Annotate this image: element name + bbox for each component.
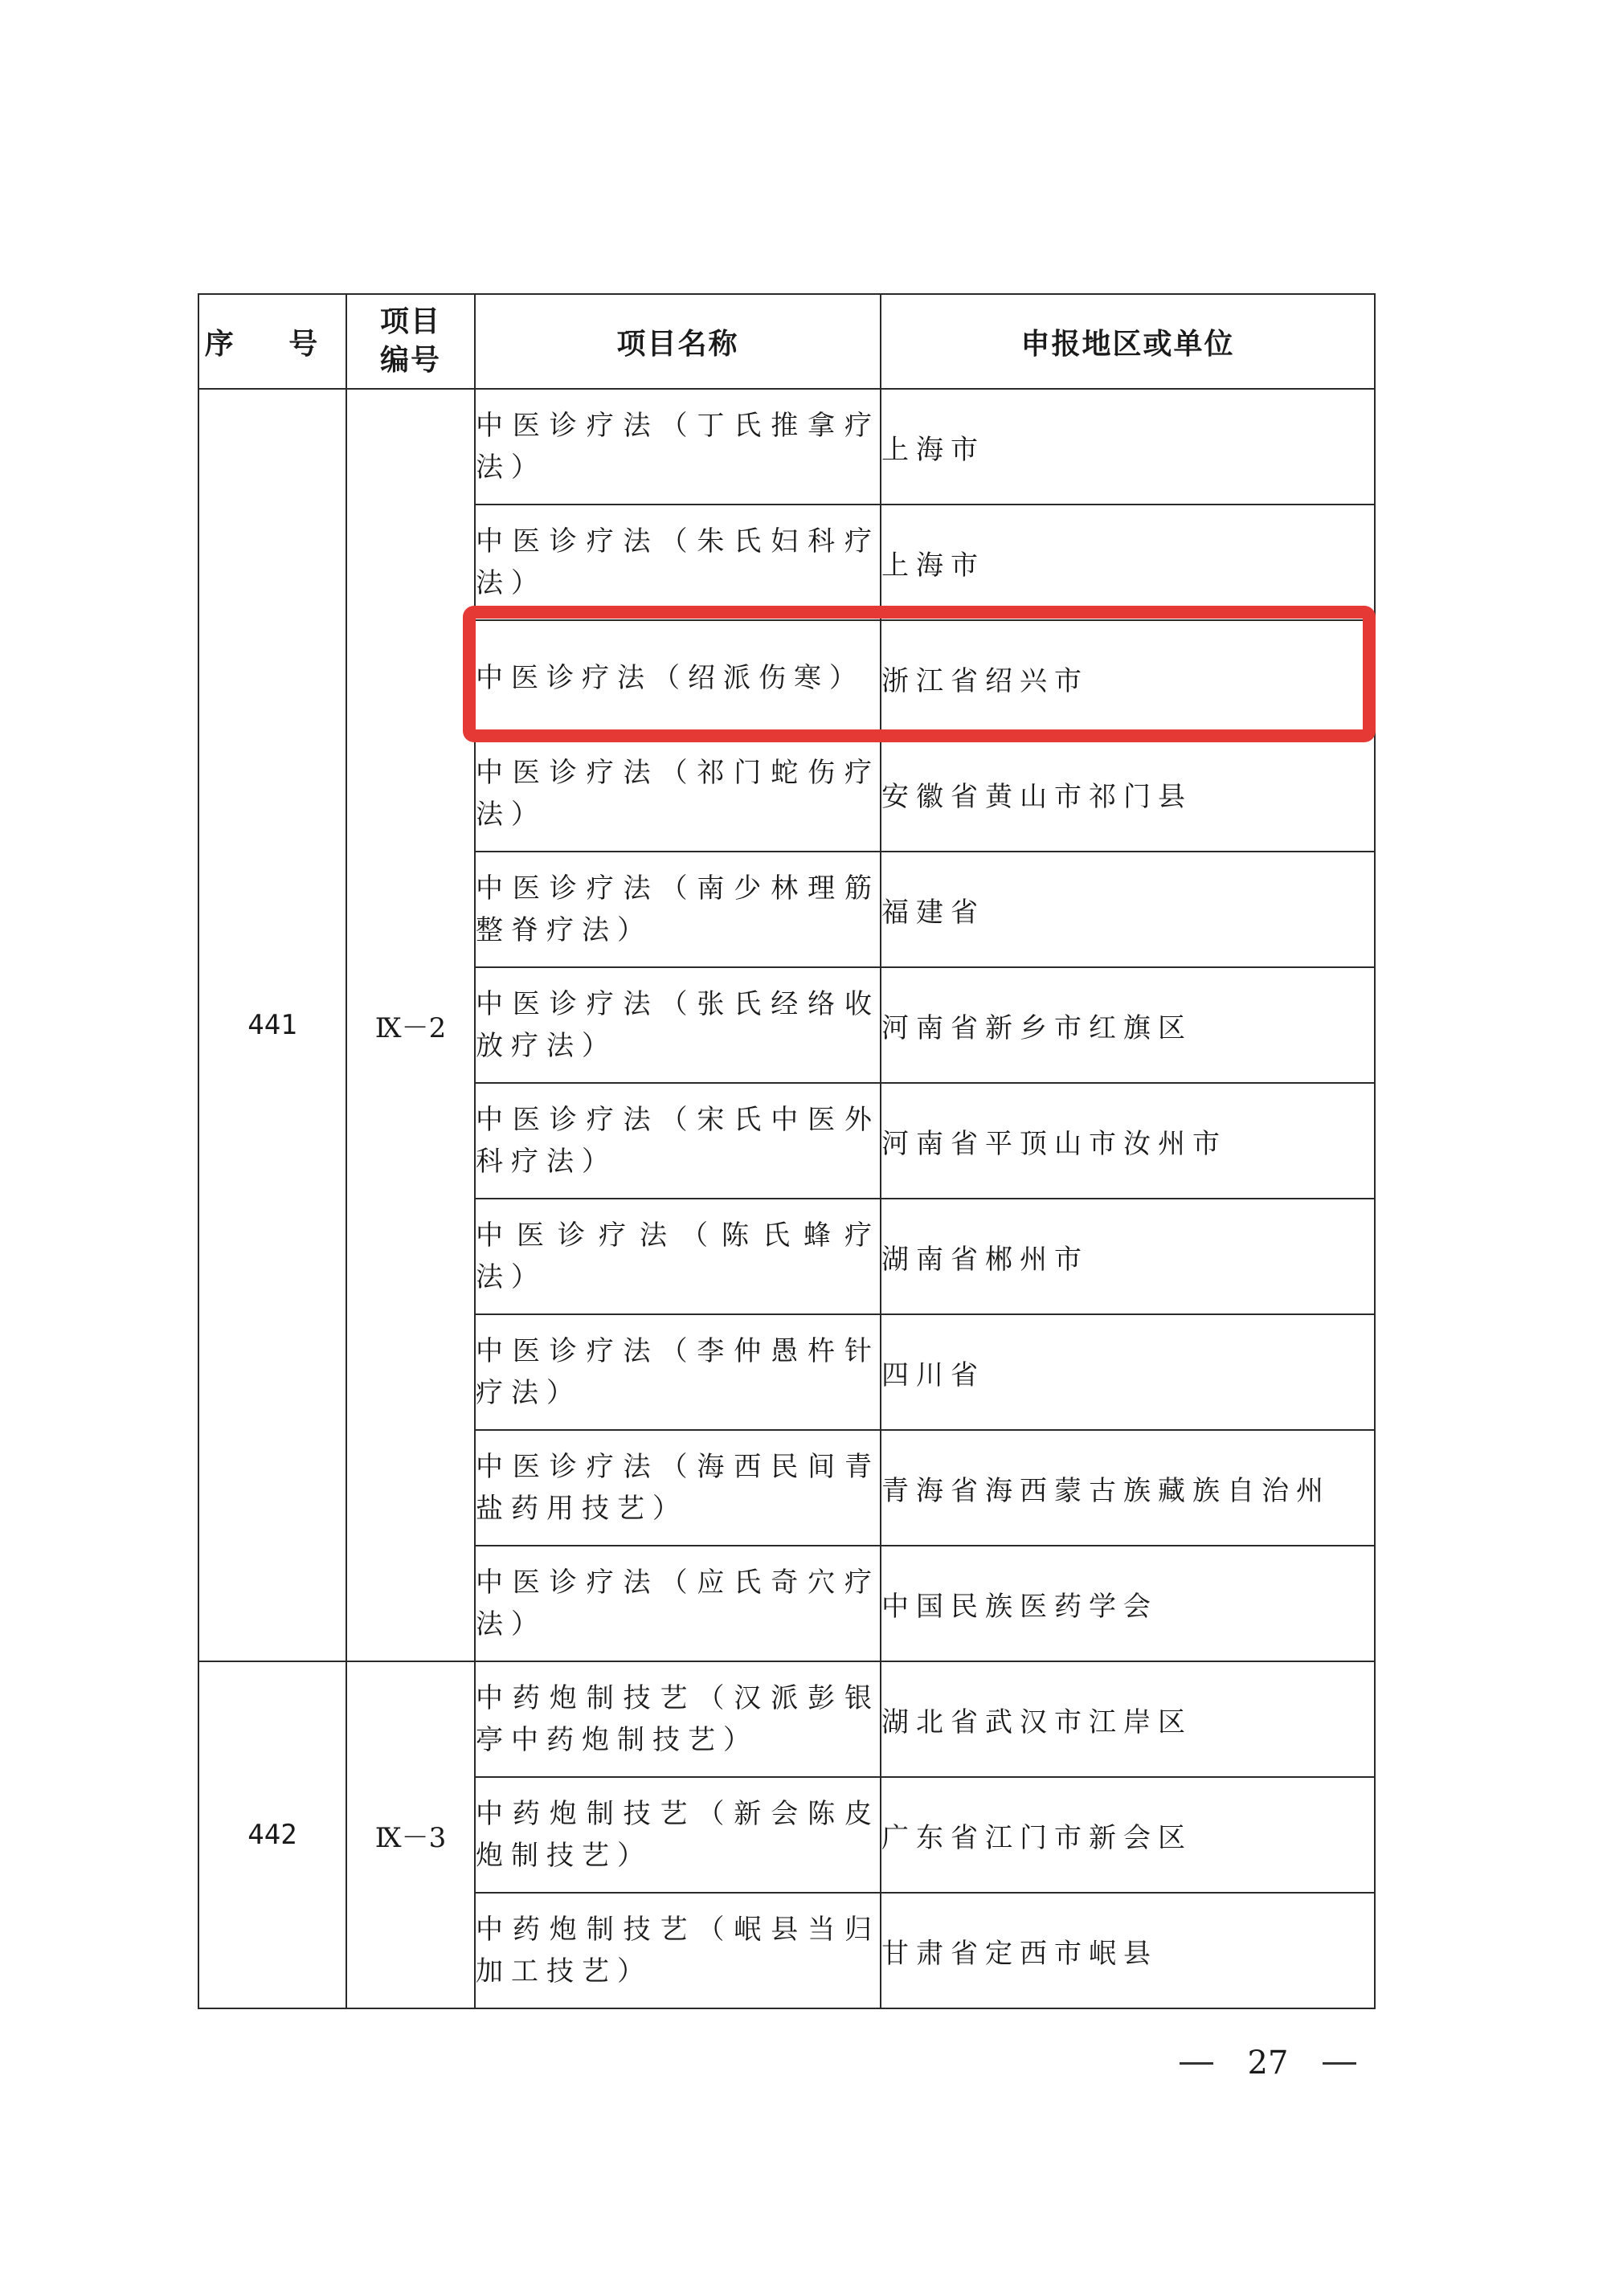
heritage-list-table <box>198 293 1376 2009</box>
name-cell: 中药炮制技艺（汉派彭银亭中药炮制技艺） <box>475 1661 881 1777</box>
header-code-line2: 编号 <box>379 344 441 377</box>
region-cell: 青海省海西蒙古族藏族自治州 <box>881 1430 1375 1546</box>
name-cell: 中医诊疗法（宋氏中医外科疗法） <box>475 1083 881 1199</box>
name-cell: 中药炮制技艺（新会陈皮炮制技艺） <box>475 1777 881 1893</box>
header-name: 项目名称 <box>475 294 881 389</box>
table-row <box>198 389 1375 505</box>
table-header-row <box>198 294 1375 389</box>
region-cell: 中国民族医药学会 <box>881 1546 1375 1661</box>
seq-cell: 441 <box>198 389 346 1661</box>
region-cell: 四川省 <box>881 1314 1375 1430</box>
region-cell: 安徽省黄山市祁门县 <box>881 736 1375 852</box>
region-cell: 河南省平顶山市汝州市 <box>881 1083 1375 1199</box>
seq-cell: 442 <box>198 1661 346 2008</box>
region-cell: 广东省江门市新会区 <box>881 1777 1375 1893</box>
region-cell: 湖南省郴州市 <box>881 1199 1375 1314</box>
page-number: 27 <box>1247 2045 1289 2082</box>
table-row <box>198 1661 1375 1777</box>
footer-dash-right <box>1323 2062 1356 2065</box>
name-cell: 中药炮制技艺（岷县当归加工技艺） <box>475 1893 881 2008</box>
footer-dash-left <box>1180 2062 1213 2065</box>
code-cell: Ⅸ－3 <box>346 1661 475 2008</box>
header-seq: 序 号 <box>198 294 346 389</box>
region-cell: 河南省新乡市红旗区 <box>881 967 1375 1083</box>
name-cell: 中医诊疗法（绍派伤寒） <box>475 620 881 736</box>
region-cell: 湖北省武汉市江岸区 <box>881 1661 1375 1777</box>
region-cell: 浙江省绍兴市 <box>881 620 1375 736</box>
name-cell: 中医诊疗法（祁门蛇伤疗法） <box>475 736 881 852</box>
region-cell: 上海市 <box>881 389 1375 505</box>
header-region: 申报地区或单位 <box>881 294 1375 389</box>
name-cell: 中医诊疗法（应氏奇穴疗法） <box>475 1546 881 1661</box>
name-cell: 中医诊疗法（李仲愚杵针疗法） <box>475 1314 881 1430</box>
name-cell: 中医诊疗法（陈氏蜂疗法） <box>475 1199 881 1314</box>
header-code <box>346 294 475 389</box>
name-cell: 中医诊疗法（海西民间青盐药用技艺） <box>475 1430 881 1546</box>
name-cell: 中医诊疗法（张氏经络收放疗法） <box>475 967 881 1083</box>
name-cell: 中医诊疗法（南少林理筋整脊疗法） <box>475 852 881 967</box>
page-footer <box>1180 2039 1356 2087</box>
code-cell: Ⅸ－2 <box>346 389 475 1661</box>
name-cell: 中医诊疗法（丁氏推拿疗法） <box>475 389 881 505</box>
region-cell: 甘肃省定西市岷县 <box>881 1893 1375 2008</box>
name-cell: 中医诊疗法（朱氏妇科疗法） <box>475 505 881 620</box>
region-cell: 福建省 <box>881 852 1375 967</box>
header-code-line1: 项目 <box>379 305 441 338</box>
region-cell: 上海市 <box>881 505 1375 620</box>
